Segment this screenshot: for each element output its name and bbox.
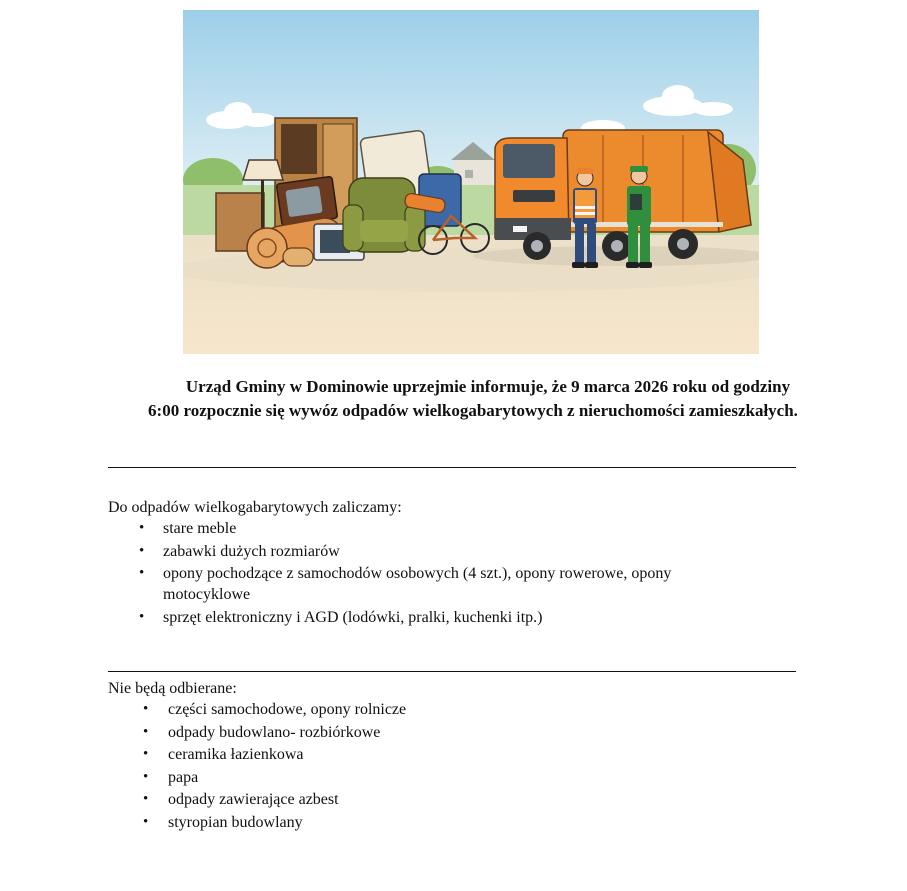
list-item: • sprzęt elektroniczny i AGD (lodówki, pralki, kuchenki itp.) <box>139 608 543 626</box>
announcement-text <box>108 375 838 423</box>
bullet-icon: • <box>139 565 145 582</box>
bullet-icon: • <box>143 701 149 717</box>
bullet-icon: • <box>143 791 149 808</box>
bullet-icon: • <box>143 746 149 763</box>
list-item: • zabawki dużych rozmiarów <box>139 542 340 560</box>
bullet-icon: • <box>139 608 145 625</box>
bullet-icon: • <box>143 723 149 740</box>
bullet-icon: • <box>139 542 145 559</box>
list-item: • części samochodowe, opony rolnicze <box>143 701 407 718</box>
list-item: • opony pochodzące z samochodów osobowych (4 szt.), opony rowerowe, opony motocyklowe <box>139 565 672 604</box>
list-item: • odpady zawierające azbest <box>143 791 339 809</box>
announcement-line-1: Urząd Gminy w Dominowie uprzejmie informuje, że 9 marca 2026 roku od godziny <box>185 377 791 396</box>
excluded-waste-section <box>108 678 406 835</box>
list-item: • ceramika łazienkowa <box>143 746 304 764</box>
list-item: • papa <box>143 768 199 786</box>
excluded-heading: Nie będą odbierane: <box>108 680 237 697</box>
included-waste-section <box>108 497 768 629</box>
included-heading: Do odpadów wielkogabarytowych zaliczamy: <box>108 499 402 516</box>
separator-line <box>108 671 796 672</box>
separator-line <box>108 467 796 468</box>
list-item: • stare meble <box>139 520 237 537</box>
bullet-icon: • <box>143 768 149 785</box>
announcement-line-2: 6:00 rozpocznie się wywóz odpadów wielkogabarytowych z nieruchomości zamieszkałych. <box>148 401 798 420</box>
excluded-list <box>108 699 406 833</box>
bullet-icon: • <box>139 520 145 536</box>
bulky-waste-illustration <box>183 10 759 354</box>
list-item: • styropian budowlany <box>143 813 303 831</box>
bullet-icon: • <box>143 813 149 830</box>
list-item: • odpady budowlano- rozbiórkowe <box>143 723 381 741</box>
included-list <box>108 518 768 628</box>
